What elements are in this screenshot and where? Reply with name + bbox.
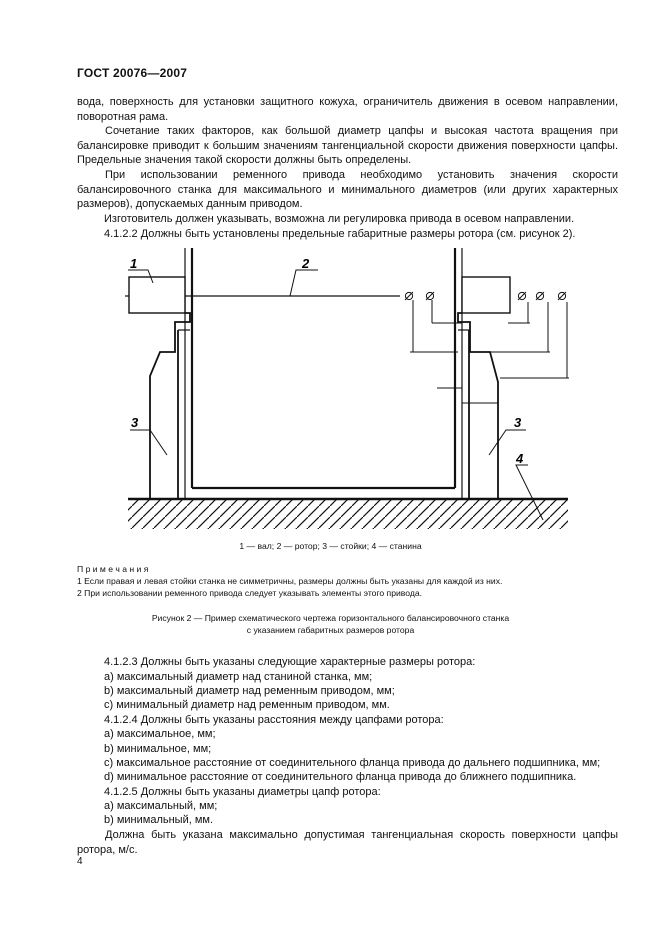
right-stand [458,313,498,499]
section-4-1-2-4: 4.1.2.4 Должны быть указаны расстояния между цапфами ротора: [104,714,444,726]
figure-caption-line2: с указанием габаритных размеров ротора [246,625,415,635]
left-stand [150,313,190,499]
paragraph-manufacturer: Изготовитель должен указывать, возможна ли регулировка привода в осевом направлении. [104,213,575,225]
note-item: 1 Если правая и левая стойки станка не симметричны, размеры должны быть указаны для каждой из них. [77,576,503,586]
section-4-1-2-2: 4.1.2.2 Должны быть установлены предельные габаритные размеры ротора (см. рисунок 2). [104,228,576,240]
list-item: b) максимальный диаметр над ременным приводом, мм; [104,685,395,697]
right-shaft-block [462,277,510,313]
callout-3-left: 3 [131,415,139,430]
list-item: b) минимальное, мм; [104,743,212,755]
section-4-1-2-3: 4.1.2.3 Должны быть указаны следующие характерные размеры ротора: [104,656,476,668]
page-number: 4 [77,856,83,867]
callout-2: 2 [302,256,310,271]
list-item: a) максимальный диаметр над станиной станка, мм; [104,671,373,683]
list-item: d) минимальное расстояние от соединительного фланца привода до ближнего подшипника. [104,771,577,783]
paragraph-factors: Сочетание таких факторов, как большой диаметр цапфы и высокая частота вращения при балансировке приводит к большим значениям тангенциальной скорости движения поверхности цапфы. Предельные значения такой скорости должны быть определены. [77,125,618,166]
list-item: c) минимальный диаметр над ременным приводом, мм. [104,699,390,711]
note-item: 2 При использовании ременного привода следует указывать элементы этого привода. [77,588,423,598]
figure-caption: Рисунок 2 — Пример схематического чертежа горизонтального балансировочного станка [151,613,510,623]
figure-legend: 1 — вал; 2 — ротор; 3 — стойки; 4 — станина [239,541,422,551]
callout-3-right: 3 [514,415,522,430]
list-item: c) максимальное расстояние от соединительного фланца привода до дальнего подшипника, мм; [104,757,601,769]
paragraph-intro-continuation: вода, поверхность для установки защитного кожуха, ограничитель движения в осевом направлении, поворотная рама. [77,96,618,123]
callout-1: 1 [130,256,138,271]
machine-bed [128,499,568,529]
document-header: ГОСТ 20076—2007 [77,66,188,80]
rotor-shape [185,248,462,500]
paragraph-belt-drive: При использовании ременного привода необходимо установить значения скорости балансировочного станка для максимального и минимального диаметров (или других характерных размеров), допускаемых данным приводом. [77,169,618,210]
paragraph-final: Должна быть указана максимально допустимая тангенциальная скорость поверхности цапфы ротора, м/с. [77,829,618,856]
list-item: a) максимальный, мм; [104,800,218,812]
callout-4: 4 [516,451,524,466]
section-4-1-2-5: 4.1.2.5 Должны быть указаны диаметры цапф ротора: [104,786,381,798]
notes-title: П р и м е ч а н и я [77,564,149,574]
list-item: a) максимальное, мм; [104,728,216,740]
left-shaft-block [129,277,185,313]
list-item: b) минимальный, мм. [104,814,214,826]
